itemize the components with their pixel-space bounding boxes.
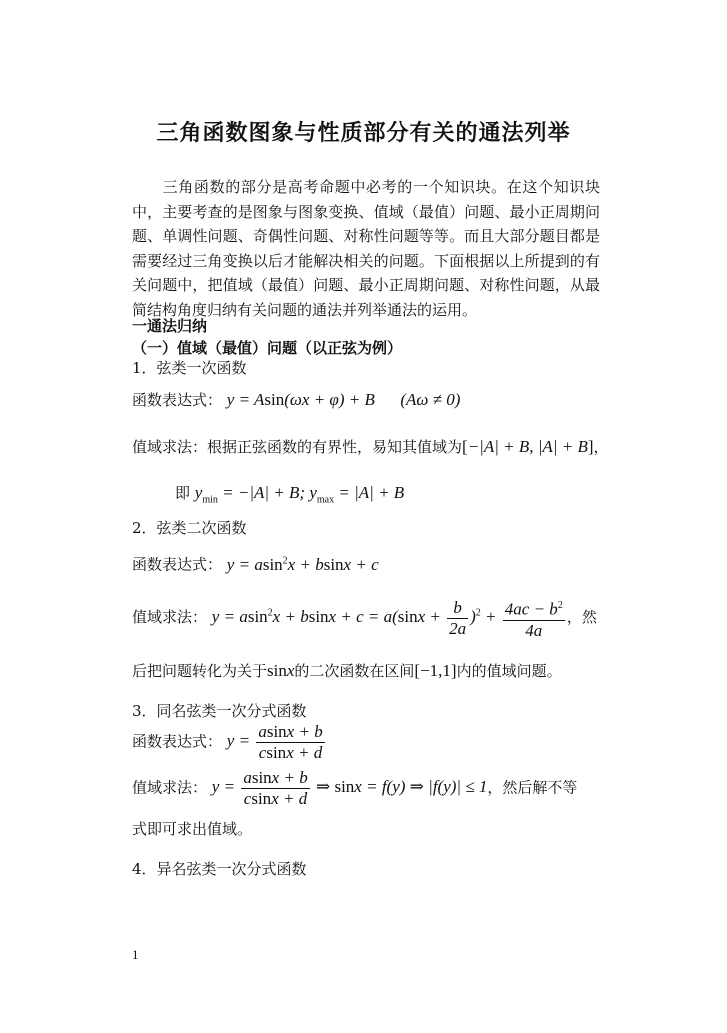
item3-range-label: 值域求法： — [132, 778, 208, 797]
item1-min-max-formula: $y_{min} = -|A| + B$; $y_{max} = |A| + B$ — [194, 483, 405, 506]
section-heading-methods: 一通法归纳 — [132, 317, 208, 335]
item3-continuation: 式即可求出值域。 — [132, 820, 253, 838]
item3-range — [132, 768, 577, 809]
item3-range-formula: y = $\frac{asinx + b}{csinx + d}$ ⇒ sinx = f(y) ⇒ |f(y)| ≤ 1 — [211, 768, 488, 808]
item1-range-label: 值域求法：根据正弦函数的有界性，易知其值域为 — [132, 438, 463, 456]
item1-heading: 1．弦类一次函数 — [132, 359, 247, 377]
item1-range: 值域求法：根据正弦函数的有界性，易知其值域为[−|A| + B, |A| + B]， — [132, 437, 609, 456]
item2-expression — [132, 550, 379, 576]
item3-range-tail: ，然后解不等 — [487, 778, 578, 797]
intro-text: 三角函数的部分是高考命题中必考的一个知识块。在这个知识块中，主要考查的是图象与图象变换、值域（最值）问题、最小正周期问题、单调性问题、奇偶性问题、对称性问题等等。而且大部分题目都是需要经过三角变换以后才能解决相关的问题。下面根据以上所提到的有关问题中，把值域（最值）问题、最小正周期问题、对称性问题，从最简结构角度归纳有关问题的通法并列举通法的运用。 — [132, 178, 600, 319]
item1-expr-label: 函数表达式： — [132, 391, 223, 409]
page-title: 三角函数图象与性质部分有关的通法列举 — [156, 120, 571, 146]
item1-range-formula: [−|A| + B, |A| + B] — [462, 437, 594, 456]
item3-expression — [132, 722, 327, 763]
item2-formula: y = asin$^2$x + bsinx + c — [226, 554, 379, 574]
item3-heading: 3．同名弦类一次分式函数 — [132, 702, 307, 720]
section-heading-range: （一）值域（最值）问题（以正弦为例） — [132, 339, 403, 357]
item2-range-formula: y = asin$^2$x + bsinx + c = a(sinx + $\frac{b}{2a}$ )$^2$ + $\frac{4ac - b^2}{4a}$ — [211, 597, 563, 640]
item1-min-max — [175, 482, 404, 511]
item1-formula: y = Asin(ωx + φ) + B (Aω ≠ 0) — [226, 390, 461, 409]
item2-range-tail: ，然 — [566, 608, 597, 627]
item2-heading: 2．弦类二次函数 — [132, 519, 247, 537]
item2-range-label: 值域求法： — [132, 608, 208, 627]
item2-sinx: sinx — [267, 661, 295, 680]
item1-expression — [132, 389, 460, 411]
item4-heading: 4．异名弦类一次分式函数 — [132, 860, 307, 878]
item3-expr-label: 函数表达式： — [132, 732, 223, 751]
page-number: 1 — [132, 947, 139, 962]
intro-paragraph — [132, 175, 600, 322]
item1-min-max-prefix: 即 — [175, 484, 191, 502]
item3-formula: y = $\frac{asinx + b}{csinx + d}$ — [226, 722, 323, 762]
item2-range — [132, 596, 597, 641]
item2-expr-label: 函数表达式： — [132, 555, 223, 574]
item2-continuation: 后把问题转化为关于sinx的二次函数在区间[−1,1]内的值域问题。 — [132, 661, 562, 680]
item2-interval: [−1,1] — [414, 661, 457, 680]
